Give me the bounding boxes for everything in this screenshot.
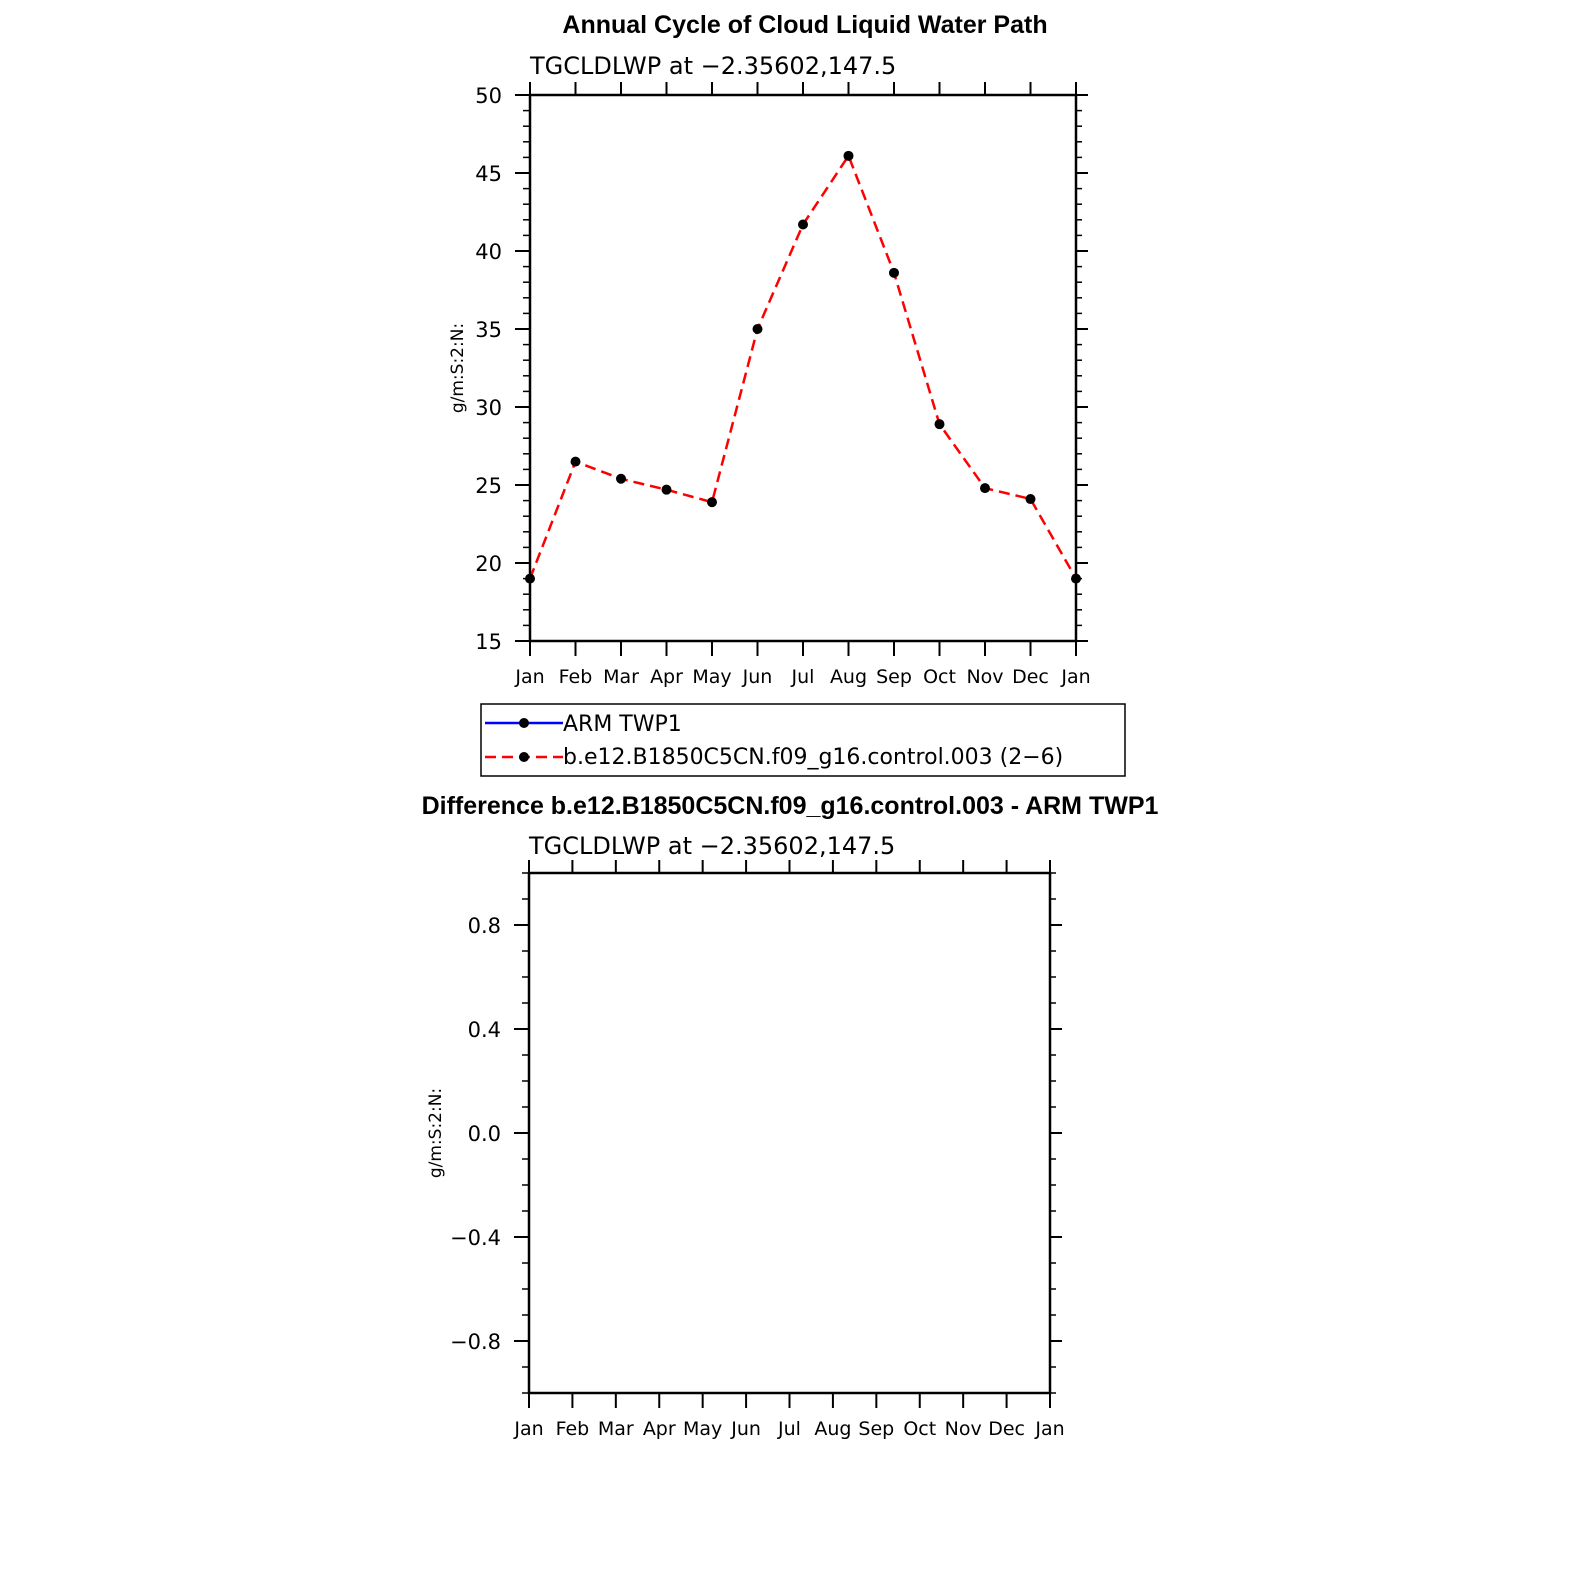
y-axis-label: g/m:S:2:N: (426, 1087, 446, 1179)
series-group (525, 151, 1081, 584)
x-tick-label: Sep (858, 1418, 895, 1440)
chart-subtitle: TGCLDLWP at −2.35602,147.5 (529, 832, 896, 860)
y-tick-label: −0.4 (450, 1226, 501, 1250)
x-tick-label: Dec (1012, 666, 1049, 688)
x-tick-label: Sep (876, 666, 912, 688)
data-point (662, 485, 672, 495)
y-tick-label: 25 (475, 474, 502, 498)
y-tick-label: 30 (475, 396, 502, 420)
data-point (616, 474, 626, 484)
chart-title: Annual Cycle of Cloud Liquid Water Path (562, 11, 1048, 39)
y-tick-label: 35 (475, 318, 502, 342)
x-tick-label: Jan (1035, 1418, 1065, 1440)
legend-label-arm: ARM TWP1 (563, 712, 682, 737)
annual-cycle-chart (448, 11, 1091, 688)
y-tick-label: 50 (475, 84, 502, 108)
y-tick-label: 20 (475, 552, 502, 576)
chart-title: Difference b.e12.B1850C5CN.f09_g16.control.003 - ARM TWP1 (421, 792, 1159, 820)
data-point (753, 324, 763, 334)
x-tick-label: Feb (555, 1418, 590, 1440)
x-tick-label: Mar (597, 1418, 634, 1440)
series-line (530, 156, 1076, 579)
x-tick-label: Nov (944, 1418, 982, 1440)
bottom-axes (450, 860, 1065, 1440)
x-tick-label: Jan (515, 666, 545, 688)
legend-label-model: b.e12.B1850C5CN.f09_g16.control.003 (2−6) (563, 745, 1064, 770)
plot-frame (530, 95, 1076, 641)
top-axes (475, 82, 1090, 688)
data-point (798, 219, 808, 229)
y-tick-label: 0.8 (467, 914, 501, 938)
x-tick-label: Oct (903, 1418, 937, 1440)
x-tick-label: Mar (603, 666, 639, 688)
x-tick-label: Apr (642, 1418, 676, 1440)
data-point (935, 419, 945, 429)
x-tick-label: Jul (791, 666, 815, 688)
y-tick-label: 15 (475, 630, 502, 654)
x-tick-label: May (683, 1418, 723, 1440)
x-tick-label: Jun (731, 1418, 761, 1440)
x-tick-label: Jan (514, 1418, 544, 1440)
x-tick-label: May (692, 666, 732, 688)
plot-frame (529, 873, 1050, 1393)
x-tick-label: Aug (814, 1418, 852, 1440)
legend-marker-model (519, 752, 529, 762)
x-tick-label: Feb (558, 666, 593, 688)
data-point (1071, 574, 1081, 584)
y-tick-label: 40 (475, 240, 502, 264)
y-tick-label: 0.4 (467, 1018, 501, 1042)
data-point (571, 457, 581, 467)
chart-subtitle: TGCLDLWP at −2.35602,147.5 (530, 52, 897, 80)
legend-marker-arm (519, 718, 529, 728)
data-point (1026, 494, 1036, 504)
y-tick-label: −0.8 (450, 1330, 501, 1354)
x-tick-label: Dec (988, 1418, 1025, 1440)
data-point (844, 151, 854, 161)
x-tick-label: Apr (650, 666, 683, 688)
difference-chart (422, 792, 1159, 1440)
x-tick-label: Nov (966, 666, 1004, 688)
data-point (980, 483, 990, 493)
y-axis-label: g/m:S:2:N: (448, 322, 468, 414)
data-point (707, 497, 717, 507)
y-tick-label: 45 (475, 162, 502, 186)
x-tick-label: Aug (829, 666, 868, 688)
x-tick-label: Jun (742, 666, 773, 688)
x-tick-label: Jan (1061, 666, 1091, 688)
x-tick-label: Oct (923, 666, 956, 688)
x-tick-label: Jul (778, 1418, 801, 1440)
data-point (525, 574, 535, 584)
legend (481, 704, 1125, 776)
data-point (889, 268, 899, 278)
y-tick-label: 0.0 (467, 1122, 501, 1146)
